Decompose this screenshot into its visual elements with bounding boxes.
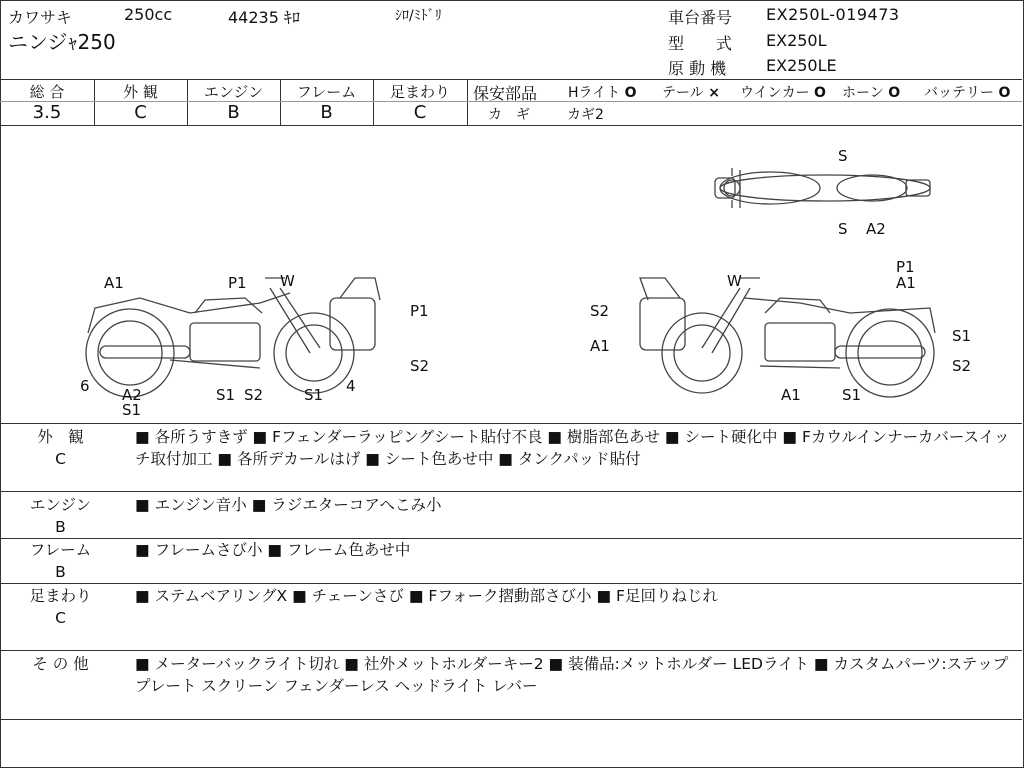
grade-overall: 3.5 bbox=[32, 102, 62, 123]
label-a1: A1 bbox=[590, 337, 610, 355]
label-s1: S1 bbox=[842, 386, 862, 404]
label-p1: P1 bbox=[228, 274, 247, 292]
grade-label-suspension: 足まわり bbox=[389, 83, 450, 101]
label-s1: S1 bbox=[122, 401, 142, 419]
label-w: W bbox=[727, 272, 742, 290]
label-a1: A1 bbox=[781, 386, 801, 404]
label-a1: A1 bbox=[896, 274, 916, 292]
label-s: S bbox=[838, 220, 848, 238]
model-code: EX250L bbox=[766, 31, 827, 50]
divider bbox=[0, 583, 1022, 584]
label-p1: P1 bbox=[896, 258, 915, 276]
divider bbox=[467, 79, 468, 125]
label-6: 6 bbox=[80, 377, 90, 395]
grade-label-exterior: 外 観 bbox=[123, 83, 158, 101]
damage-diagram bbox=[0, 128, 1022, 423]
maker: カワサキ bbox=[8, 8, 73, 27]
grade-label-frame: フレーム bbox=[296, 83, 357, 101]
section-other-text: ■ メーターバックライト切れ ■ 社外メットホルダーキー2 ■ 装備品:メットホルダー LEDライト ■ カスタムパーツ:ステッププレート スクリーン フェンダーレス ヘッドライト レバー bbox=[135, 655, 1009, 695]
divider bbox=[0, 125, 1022, 126]
label-s1: S1 bbox=[952, 327, 972, 345]
section-frame-text: ■ フレームさび小 ■ フレーム色あせ中 bbox=[135, 541, 411, 559]
frame-no: EX250L-019473 bbox=[766, 5, 900, 24]
label-4: 4 bbox=[346, 377, 356, 395]
safety-horn: ホーン O bbox=[842, 85, 901, 101]
label-s2: S2 bbox=[952, 357, 972, 375]
divider bbox=[0, 719, 1022, 720]
color: ｼﾛ/ﾐﾄﾞﾘ bbox=[395, 8, 442, 24]
label-s2: S2 bbox=[590, 302, 610, 320]
engine-code: EX250LE bbox=[766, 56, 837, 75]
safety-tail: テール × bbox=[662, 85, 720, 101]
grade-label-engine: エンジン bbox=[203, 83, 264, 101]
label-s2: S2 bbox=[410, 357, 430, 375]
divider bbox=[0, 423, 1022, 424]
frame-no-label: 車台番号 bbox=[668, 8, 733, 27]
top-labels bbox=[838, 147, 886, 238]
section-suspension-title: 足まわり C bbox=[29, 587, 92, 627]
grade-suspension: C bbox=[413, 102, 427, 123]
grade-exterior: C bbox=[134, 102, 147, 123]
model-name: ニンジｬ250 bbox=[8, 30, 116, 54]
label-p1: P1 bbox=[410, 302, 429, 320]
bike-top-view bbox=[715, 168, 930, 208]
motorcycle-diagram bbox=[0, 128, 1022, 423]
grade-engine: B bbox=[227, 102, 240, 123]
section-exterior-title: 外 観 C bbox=[37, 428, 84, 468]
safety-battery: バッテリー O bbox=[924, 85, 1011, 101]
grade-label-overall: 総 合 bbox=[29, 83, 65, 101]
grade-frame: B bbox=[320, 102, 333, 123]
label-s1: S1 bbox=[216, 386, 236, 404]
label-s: S bbox=[838, 147, 848, 165]
label-s2: S2 bbox=[244, 386, 264, 404]
key-value: カギ2 bbox=[567, 107, 604, 123]
label-a2: A2 bbox=[866, 220, 886, 238]
bike-left-view bbox=[86, 278, 380, 397]
divider bbox=[0, 491, 1022, 492]
model-label: 型 式 bbox=[668, 34, 733, 53]
mileage: 44235 ｷﾛ bbox=[228, 8, 300, 27]
label-s1: S1 bbox=[304, 386, 324, 404]
safety-label: 保安部品 bbox=[473, 84, 538, 103]
section-engine-text: ■ エンジン音小 ■ ラジエターコアへこみ小 bbox=[135, 496, 442, 514]
safety-headlight: Hライト O bbox=[568, 85, 637, 101]
bike-right-view bbox=[640, 278, 935, 397]
section-frame-title: フレーム B bbox=[29, 541, 92, 581]
section-suspension-text: ■ ステムベアリングX ■ チェーンさび ■ Fフォーク摺動部さび小 ■ F足回りねじれ bbox=[135, 587, 718, 605]
divider bbox=[0, 650, 1022, 651]
section-exterior-text: ■ 各所うすきず ■ Fフェンダーラッピングシート貼付不良 ■ 樹脂部色あせ ■ シート硬化中 ■ Fカウルインナーカバースイッチ取付加工 ■ 各所デカールはげ ■ シート色あせ中 ■ タンクパッド貼付 bbox=[135, 428, 1010, 468]
section-engine-title: エンジン B bbox=[29, 496, 92, 536]
label-a1: A1 bbox=[104, 274, 124, 292]
engine-label: 原 動 機 bbox=[668, 59, 727, 78]
section-other-title: そ の 他 bbox=[32, 655, 89, 673]
safety-winker: ウインカー O bbox=[740, 85, 826, 101]
label-a2: A2 bbox=[122, 386, 142, 404]
label-w: W bbox=[280, 272, 295, 290]
displacement: 250cc bbox=[124, 5, 173, 24]
divider bbox=[0, 79, 1022, 80]
key-label: カ ギ bbox=[488, 107, 530, 123]
